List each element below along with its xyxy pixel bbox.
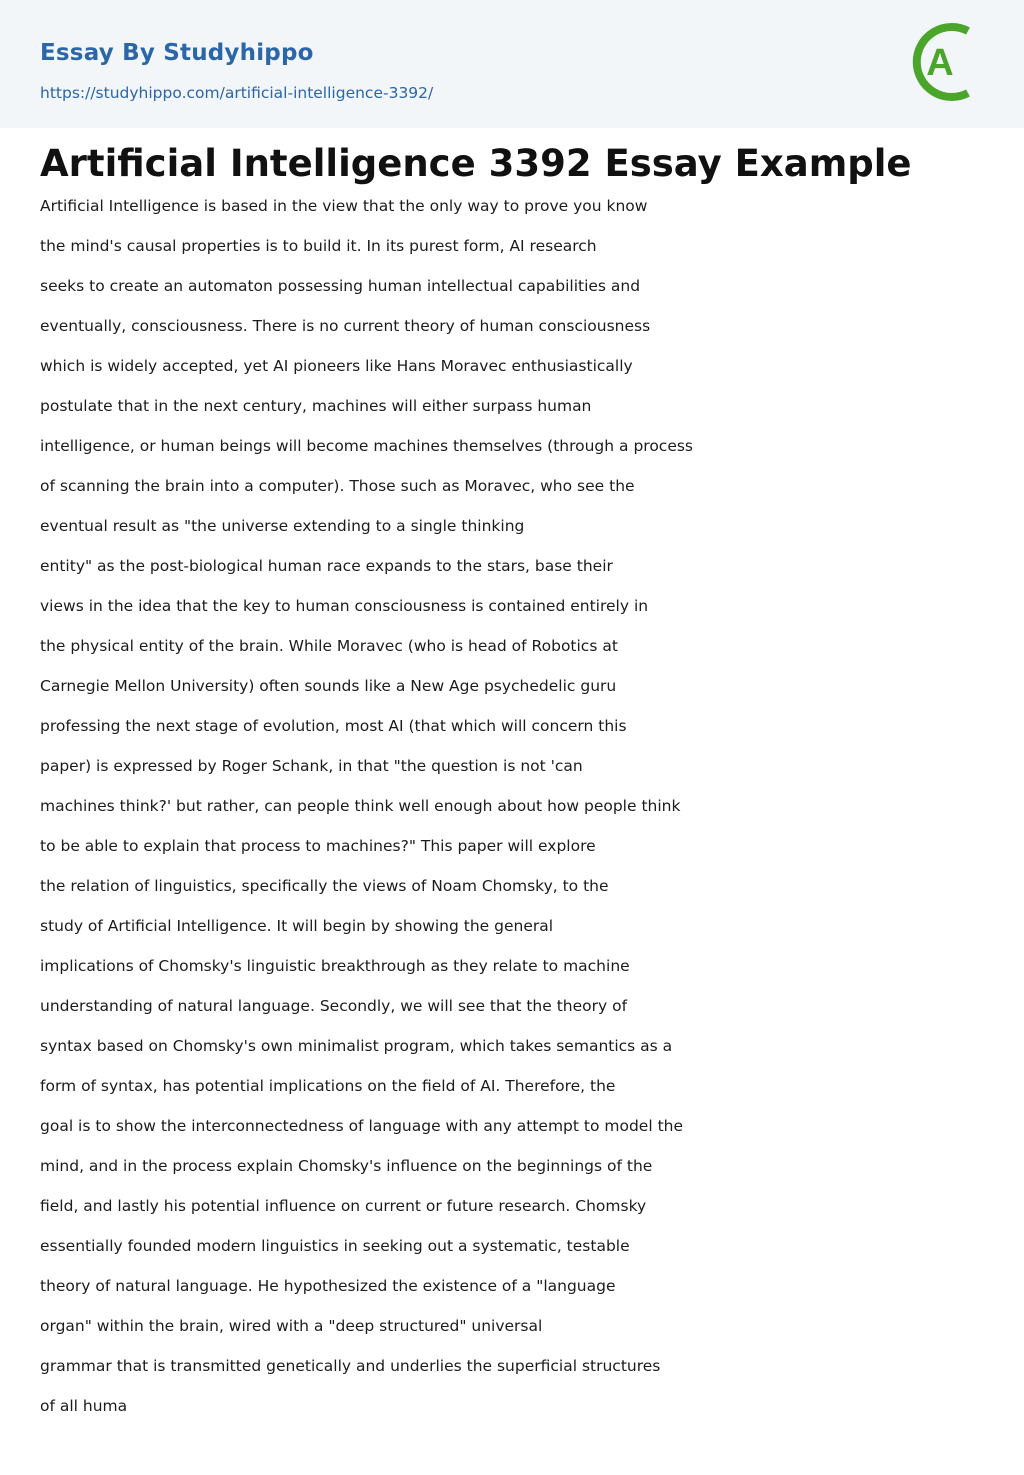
essay-line: paper) is expressed by Roger Schank, in that "the question is not 'can [40, 757, 583, 775]
essay-line: professing the next stage of evolution, most AI (that which will concern this [40, 717, 627, 735]
essay-line: the mind's causal properties is to build it. In its purest form, AI research [40, 237, 597, 255]
essay-line: essentially founded modern linguistics in seeking out a systematic, testable [40, 1237, 630, 1255]
essay-line: the physical entity of the brain. While Moravec (who is head of Robotics at [40, 637, 618, 655]
essay-line: eventually, consciousness. There is no current theory of human consciousness [40, 317, 651, 335]
essay-line: entity" as the post-biological human race expands to the stars, base their [40, 557, 613, 575]
site-header [0, 0, 1024, 128]
essay-line: organ" within the brain, wired with a "deep structured" universal [40, 1317, 543, 1335]
essay-line: field, and lastly his potential influence on current or future research. Chomsky [40, 1197, 647, 1215]
essay-line: grammar that is transmitted genetically and underlies the superficial structures [40, 1357, 661, 1375]
essay-line: views in the idea that the key to human consciousness is contained entirely in [40, 597, 649, 615]
essay-line: goal is to show the interconnectedness of language with any attempt to model the [40, 1117, 684, 1135]
essay-line: postulate that in the next century, machines will either surpass human [40, 397, 592, 415]
essay-line: study of Artificial Intelligence. It will begin by showing the general [40, 917, 554, 935]
essay-line: the relation of linguistics, specifically the views of Noam Chomsky, to the [40, 877, 609, 895]
essay-line: implications of Chomsky's linguistic breakthrough as they relate to machine [40, 957, 630, 975]
essay-line: eventual result as "the universe extending to a single thinking [40, 517, 525, 535]
essay-line: syntax based on Chomsky's own minimalist program, which takes semantics as a [40, 1037, 673, 1055]
essay-line: seeks to create an automaton possessing human intellectual capabilities and [40, 277, 641, 295]
essay-line: mind, and in the process explain Chomsky's influence on the beginnings of the [40, 1157, 653, 1175]
logo-letter: A [926, 42, 954, 84]
essay-line: of scanning the brain into a computer). Those such as Moravec, who see the [40, 477, 635, 495]
page-title: Artificial Intelligence 3392 Essay Example [40, 142, 912, 185]
essay-line: understanding of natural language. Secondly, we will see that the theory of [40, 997, 628, 1015]
essay-line: intelligence, or human beings will become machines themselves (through a process [40, 437, 694, 455]
essay-line: Carnegie Mellon University) often sounds like a New Age psychedelic guru [40, 677, 617, 695]
essay-body [40, 192, 760, 1432]
page-url-link[interactable]: https://studyhippo.com/artificial-intelligence-3392/ [40, 84, 434, 102]
essay-line: machines think?' but rather, can people think well enough about how people think [40, 797, 681, 815]
essay-line: Artificial Intelligence is based in the view that the only way to prove you know [40, 197, 648, 215]
essay-line: of all huma [40, 1397, 128, 1415]
essay-line: which is widely accepted, yet AI pioneers like Hans Moravec enthusiastically [40, 357, 633, 375]
studyhippo-logo-icon[interactable] [910, 18, 990, 106]
brand-name[interactable]: Essay By Studyhippo [40, 40, 314, 66]
essay-line: theory of natural language. He hypothesized the existence of a "language [40, 1277, 616, 1295]
essay-line: form of syntax, has potential implications on the field of AI. Therefore, the [40, 1077, 616, 1095]
essay-line: to be able to explain that process to machines?" This paper will explore [40, 837, 596, 855]
